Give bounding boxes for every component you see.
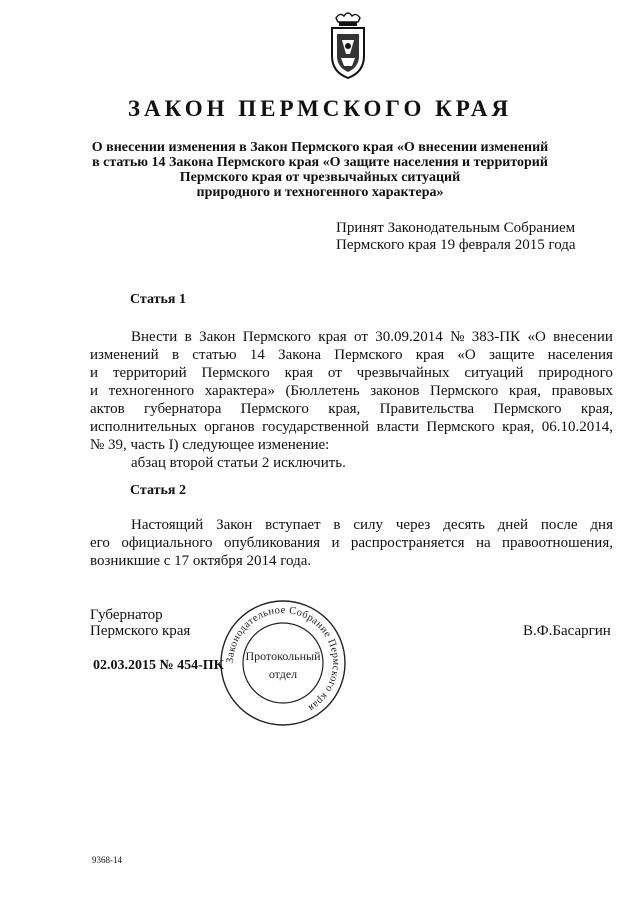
word: в (333, 517, 341, 533)
word: края, (508, 383, 541, 399)
governor-name: В.Ф.Басаргин (523, 623, 611, 639)
article-1-line (90, 400, 613, 418)
word: опубликования (223, 535, 321, 551)
word: и (331, 535, 340, 551)
word: № (450, 329, 465, 345)
word: Пермского (242, 329, 311, 345)
article-1-item: абзац второй статьи 2 исключить. (131, 455, 346, 471)
word: края, (328, 401, 361, 417)
article-1-line (90, 328, 613, 346)
word: населения (547, 347, 613, 363)
word: «О (527, 329, 546, 345)
word: десять (443, 517, 485, 533)
word: губернатора (144, 401, 222, 417)
word: Внести (131, 329, 178, 345)
word: Пермского (430, 383, 499, 399)
word: Пермского (426, 419, 495, 435)
word: органов (204, 419, 255, 435)
word: 383-ПК (471, 329, 521, 345)
word: техногенного (108, 383, 195, 399)
word: края (284, 365, 313, 381)
article-1-line (90, 346, 613, 364)
word: от (354, 329, 368, 345)
article-2-last-line: возникшие с 17 октября 2014 года. (90, 553, 312, 569)
word: официального (121, 535, 213, 551)
word: «О (457, 347, 476, 363)
word: дня (590, 517, 613, 533)
word: 30.09.2014 (375, 329, 443, 345)
word: и (90, 383, 99, 399)
perm-krai-coat-of-arms-icon (328, 10, 368, 82)
word: в (184, 329, 192, 345)
word: 14 (249, 347, 265, 363)
governor-position-line: Пермского края (90, 623, 191, 639)
word: Пермского (240, 401, 309, 417)
subtitle-line: Пермского края от чрезвычайных ситуаций (179, 170, 461, 185)
adoption-note (336, 220, 576, 254)
word: защите (488, 347, 535, 363)
document-subtitle (80, 140, 560, 200)
article-2-line (90, 534, 613, 552)
word: вступает (265, 517, 321, 533)
footer-code: 9368-14 (92, 855, 122, 865)
word: природного (538, 365, 613, 381)
word: характера» (204, 383, 275, 399)
word: законов (370, 383, 420, 399)
word: Закона (278, 347, 321, 363)
article-1-line (90, 418, 613, 436)
word: Пермского (493, 401, 562, 417)
word: актов (90, 401, 125, 417)
adoption-line: Пермского края 19 февраля 2015 года (336, 237, 576, 253)
word: чрезвычайных (356, 365, 450, 381)
word: ситуаций (464, 365, 524, 381)
word: после (540, 517, 578, 533)
article-1-heading: Статья 1 (130, 292, 186, 307)
word: изменений (90, 347, 159, 363)
word: края (318, 329, 347, 345)
word: от (327, 365, 342, 381)
subtitle-line: О внесении изменения в Закон Пермского края «О внесении изменений (91, 140, 549, 155)
word: внесении (553, 329, 613, 345)
subtitle-line: природного и техногенного характера» (196, 185, 444, 200)
article-1-line (90, 364, 613, 382)
word: (Бюллетень (285, 383, 360, 399)
word: исполнительных (90, 419, 197, 435)
stamp-inner-line-2: отдел (268, 667, 298, 681)
word: его (90, 535, 110, 551)
document-title: ЗАКОН ПЕРМСКОГО КРАЯ (127, 96, 513, 121)
article-1-line (90, 382, 613, 400)
law-number: 02.03.2015 № 454-ПК (93, 658, 224, 673)
word: Настоящий (131, 517, 204, 533)
governor-position-line: Губернатор (90, 607, 163, 623)
word: Закон (216, 517, 253, 533)
governor-position (90, 607, 190, 639)
subtitle-line: в статью 14 Закона Пермского края «О защите населения и территорий (92, 155, 548, 170)
word: силу (353, 517, 384, 533)
word: края, (580, 401, 613, 417)
word: края, (502, 419, 535, 435)
article-2-heading: Статья 2 (130, 483, 186, 498)
word: территорий (112, 365, 187, 381)
word: Закон (199, 329, 236, 345)
word: в (171, 347, 180, 363)
article-2-line (90, 516, 613, 534)
word: власти (376, 419, 419, 435)
word: статью (192, 347, 237, 363)
word: правоотношения, (502, 535, 613, 551)
article-2-text (90, 516, 613, 570)
article-1-last-line: № 39, часть I) следующее изменение: (90, 437, 330, 453)
word: Пермского (201, 365, 270, 381)
word: на (475, 535, 491, 551)
stamp-inner-line-1: Протокольный (245, 649, 321, 663)
word: через (395, 517, 431, 533)
article-1-text (90, 328, 613, 472)
word: распространяется (350, 535, 465, 551)
word: 06.10.2014, (541, 419, 613, 435)
office-stamp (218, 598, 348, 728)
word: и (90, 365, 99, 381)
adoption-line: Принят Законодательным Собранием (336, 220, 576, 236)
word: края (415, 347, 445, 363)
word: Пермского (334, 347, 403, 363)
word: правовых (551, 383, 613, 399)
word: Правительства (379, 401, 475, 417)
word: государственной (262, 419, 370, 435)
word: дней (497, 517, 529, 533)
stamp-ring-text: Законодательное Собрание Пермского края (224, 604, 342, 714)
